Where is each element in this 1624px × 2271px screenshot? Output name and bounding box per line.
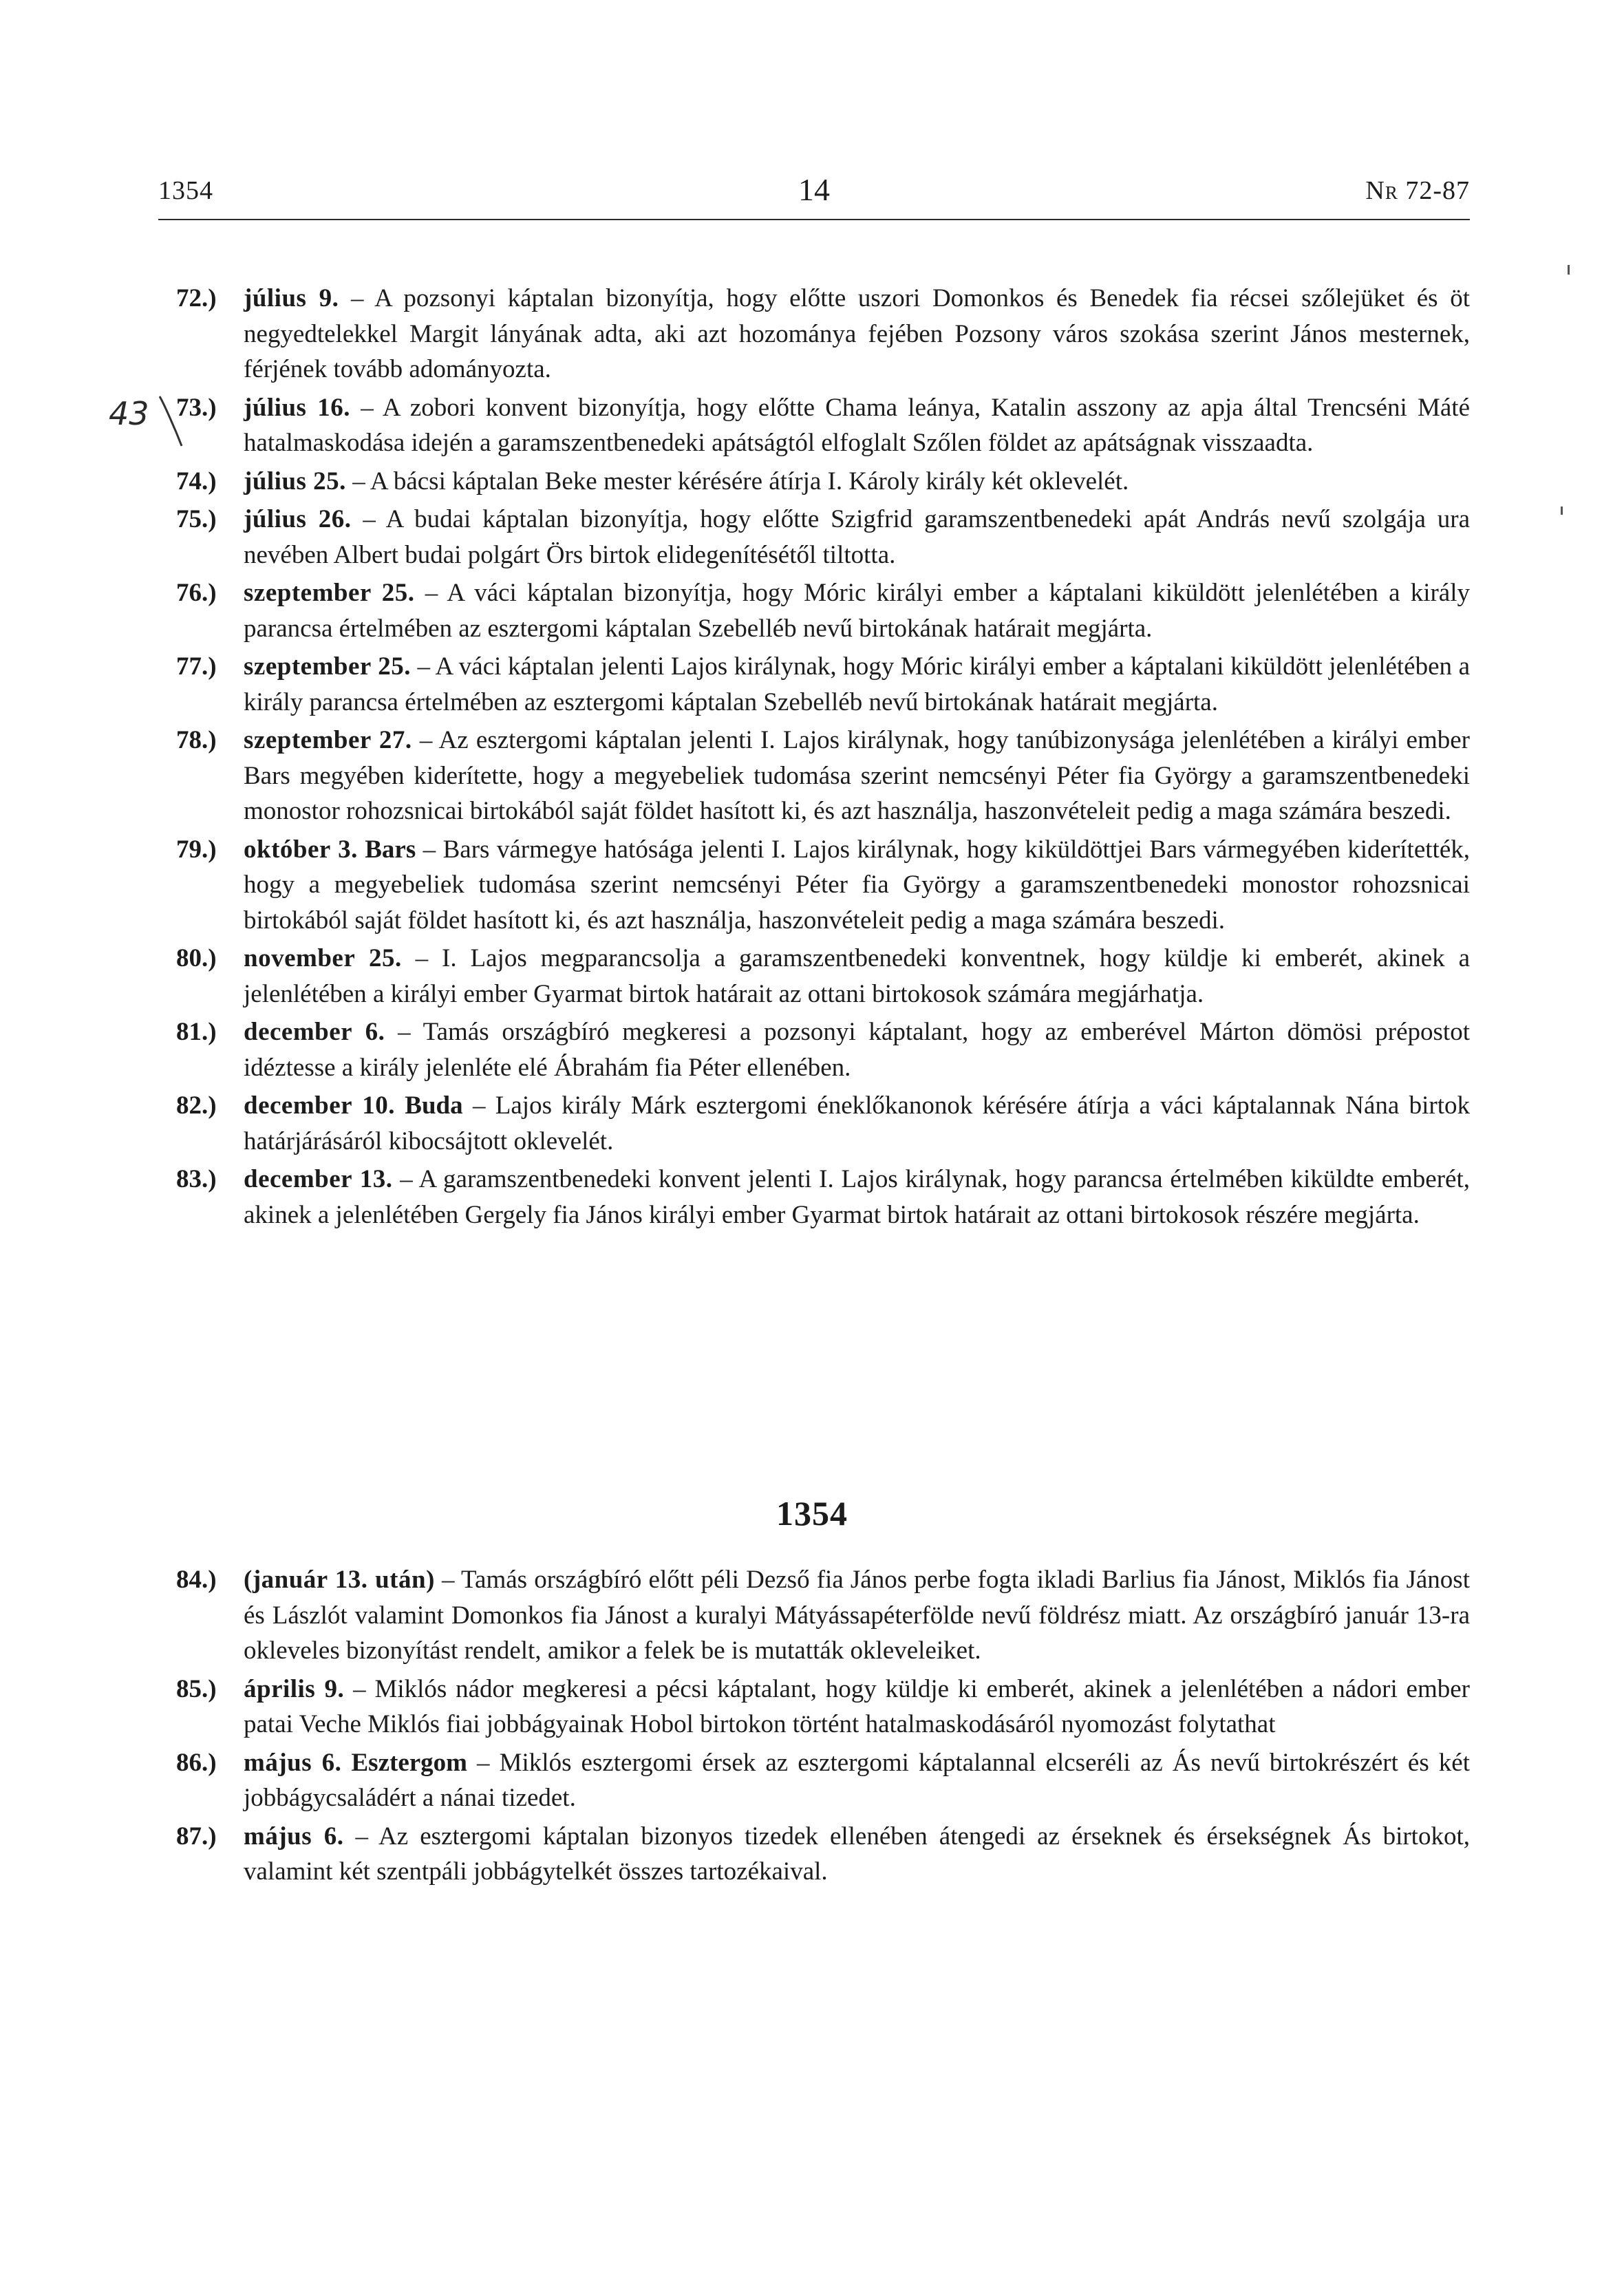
correction-stroke-icon	[110, 392, 186, 454]
regest-entry	[176, 1162, 1470, 1233]
entry-summary: – Miklós nádor megkeresi a pécsi káptalant, hogy küldje ki emberét, akinek a jelenlétében a nádori ember patai Veche Miklós fiai jobbágyainak Hobol birtokon történt hatalmaskodásáról nyomozást folytathat	[244, 1674, 1470, 1738]
entry-number: 77.)	[176, 652, 217, 681]
regest-entry	[176, 1672, 1470, 1742]
entry-date: július 16.	[244, 393, 350, 422]
regest-entry	[176, 502, 1470, 573]
entries-list-1353	[176, 281, 1470, 1235]
entry-date: július 26.	[244, 505, 352, 533]
year-heading: 1354	[776, 1494, 848, 1533]
entry-summary: – A zobori konvent bizonyítja, hogy előtte Chama leánya, Katalin asszony az apja által Trencséni Máté hatalmaskodása idején a garamszentbenedeki apátságtól elfoglalt Szőlen földet az apátságnak visszaadta.	[244, 393, 1471, 457]
entry-number: 74.)	[176, 467, 217, 495]
entry-date: november 25.	[244, 944, 402, 972]
entry-body	[244, 1014, 1470, 1085]
regest-entry	[176, 281, 1470, 387]
entry-summary: – A pozsonyi káptalan bizonyítja, hogy előtte uszori Domonkos és Benedek fia récsei szőlejüket és öt negyedtelekkel Margit lányának adta, aki azt hozománya fejében Pozsony város szokása szerint János mesternek, férjének tovább adományozta.	[244, 284, 1470, 383]
entry-summary: – Tamás országbíró megkeresi a pozsonyi káptalant, hogy az emberével Márton dömösi prépostot idéztesse a király jelenléte elé Ábrahám fia Péter ellenében.	[244, 1018, 1470, 1082]
header-entry-range: Nr 72-87	[1365, 176, 1470, 205]
regest-entry	[176, 1088, 1470, 1159]
entry-date: szeptember 25.	[244, 579, 415, 607]
entry-number: 72.)	[176, 284, 217, 312]
entry-summary: – A váci káptalan jelenti Lajos királynak, hogy Móric királyi ember a káptalani kiküldött jelenlétében a király parancsa értelmében az esztergomi káptalan Szebelléb nevű birtokának határait megjárta.	[244, 652, 1471, 716]
entry-summary: – A váci káptalan bizonyítja, hogy Móric királyi ember a káptalani kiküldött jelenlétében a király parancsa értelmében az esztergomi káptalan Szebelléb nevű birtokának határait megjárta.	[244, 579, 1470, 643]
entry-number: 80.)	[176, 944, 217, 972]
entry-summary: – Miklós esztergomi érsek az esztergomi káptalannal elcseréli az Ás nevű birtokrészért és két jobbágycsaládért a nánai tizedet.	[244, 1748, 1471, 1812]
entry-summary: – Az esztergomi káptalan bizonyos tizedek ellenében átengedi az érseknek és érsekségnek Ás birtokot, valamint két szentpáli jobbágytelkét összes tartozékaival.	[244, 1822, 1470, 1886]
handwritten-marginal-note: 43	[109, 395, 149, 432]
entry-date: december 10.	[244, 1091, 395, 1120]
entry-body	[244, 649, 1470, 720]
entry-body	[244, 723, 1470, 829]
entry-body	[244, 575, 1470, 646]
entry-date: július 9.	[244, 284, 339, 312]
entry-summary: – Lajos király Márk esztergomi éneklőkanonok kérésére átírja a váci káptalannak Nána birtok határjárásáról kibocsájtott oklevelét.	[244, 1091, 1470, 1155]
regest-entry	[176, 941, 1470, 1012]
entry-summary: – A bácsi káptalan Beke mester kérésére átírja I. Károly király két oklevelét.	[345, 467, 1129, 495]
entry-summary: – A garamszentbenedeki konvent jelenti I. Lajos királynak, hogy parancsa értelmében kiküldte emberét, akinek a jelenlétében Gergely fia János királyi ember Gyarmat birtok határait az ottani birtokosok részére megjárta.	[244, 1165, 1470, 1229]
regest-entry	[176, 464, 1470, 500]
page-number: 14	[798, 172, 830, 207]
regest-entry	[176, 723, 1470, 829]
entry-body	[244, 1745, 1470, 1816]
entry-place: Bars	[365, 835, 416, 864]
header-year: 1354	[158, 176, 213, 205]
entry-number: 73.)	[176, 393, 217, 422]
regest-entry	[176, 1745, 1470, 1816]
entry-summary: – A budai káptalan bizonyítja, hogy előtte Szigfrid garamszentbenedeki apát András nevű szolgája ura nevében Albert budai polgárt Örs birtok elidegenítésétől tiltotta.	[244, 505, 1470, 569]
entry-summary: – Az esztergomi káptalan jelenti I. Lajos királynak, hogy tanúbizonysága jelenlétében a királyi ember Bars megyében kiderítette, hogy a megyebeliek tudomása szerint nemcsényi Péter fia György a garamszentbenedeki monostor rohozsnicai birtokából saját földet hasított ki, és azt használja, haszonvételeit pedig a maga számára beszedi.	[244, 726, 1470, 825]
regest-entry	[176, 832, 1470, 939]
regest-entry	[176, 575, 1470, 646]
entry-date: október 3.	[244, 835, 358, 864]
entry-number: 79.)	[176, 835, 217, 864]
scan-mark	[1568, 265, 1570, 275]
entry-date: április 9.	[244, 1674, 345, 1703]
regest-entry	[176, 1819, 1470, 1890]
entry-body	[244, 1819, 1470, 1890]
entry-number: 85.)	[176, 1674, 217, 1703]
entry-body	[244, 1672, 1470, 1742]
entry-number: 81.)	[176, 1018, 217, 1046]
entry-number: 82.)	[176, 1091, 217, 1120]
entry-place: Buda	[405, 1091, 463, 1120]
entry-body	[244, 1088, 1470, 1159]
entry-body	[244, 390, 1470, 461]
entry-number: 86.)	[176, 1748, 217, 1777]
entry-place: Esztergom	[351, 1748, 467, 1777]
entry-summary: – Bars vármegye hatósága jelenti I. Lajos királynak, hogy kiküldöttjei Bars vármegyében kiderítették, hogy a megyebeliek tudomása szerint nemcsényi Péter fia György a garamszentbenedeki monostor rohozsnicai birtokából saját földet hasított ki, és azt használja, haszonvételeit pedig a maga számára beszedi.	[244, 835, 1470, 935]
entry-date: (január 13. után)	[244, 1566, 435, 1594]
regest-entry	[176, 1562, 1470, 1669]
entry-body	[244, 464, 1470, 500]
entry-date: május 6.	[244, 1822, 344, 1851]
entry-number: 75.)	[176, 505, 217, 533]
header-divider	[158, 219, 1470, 220]
entry-summary: – I. Lajos megparancsolja a garamszentbenedeki konventnek, hogy küldje ki emberét, akinek a jelenlétében a királyi ember Gyarmat birtok határait az ottani birtokosok számára megjárhatja.	[244, 944, 1470, 1008]
entry-date: december 6.	[244, 1018, 385, 1046]
regest-entry	[176, 390, 1470, 461]
entry-body	[244, 502, 1470, 573]
entry-date: május 6.	[244, 1748, 342, 1777]
entry-number: 84.)	[176, 1566, 217, 1594]
entry-date: július 25.	[244, 467, 346, 495]
entry-date: december 13.	[244, 1165, 393, 1193]
handwritten-correction-mark	[110, 392, 186, 454]
entry-body	[244, 1562, 1470, 1669]
entry-body	[244, 941, 1470, 1012]
entry-body	[244, 281, 1470, 387]
entry-body	[244, 1162, 1470, 1233]
scan-mark	[1561, 507, 1563, 515]
entry-date: szeptember 27.	[244, 726, 412, 754]
entry-number: 78.)	[176, 726, 217, 754]
entry-date: szeptember 25.	[244, 652, 411, 681]
entry-number: 76.)	[176, 579, 217, 607]
entry-number: 83.)	[176, 1165, 217, 1193]
entry-number: 87.)	[176, 1822, 217, 1851]
entries-list-1354	[176, 1562, 1470, 1893]
regest-entry	[176, 1014, 1470, 1085]
regest-entry	[176, 649, 1470, 720]
page-header	[158, 172, 1470, 217]
entry-summary: – Tamás országbíró előtt péli Dezső fia János perbe fogta ikladi Barlius fia Jánost, Miklós fia Jánost és Lászlót valamint Domonkos fia Jánost a kuralyi Mátyássapéterfölde nevű földrész miatt. Az országbíró január 13-ra okleveles bizonyítást rendelt, amikor a felek be is mutatták okleveleiket.	[244, 1566, 1470, 1665]
entry-body	[244, 832, 1470, 939]
